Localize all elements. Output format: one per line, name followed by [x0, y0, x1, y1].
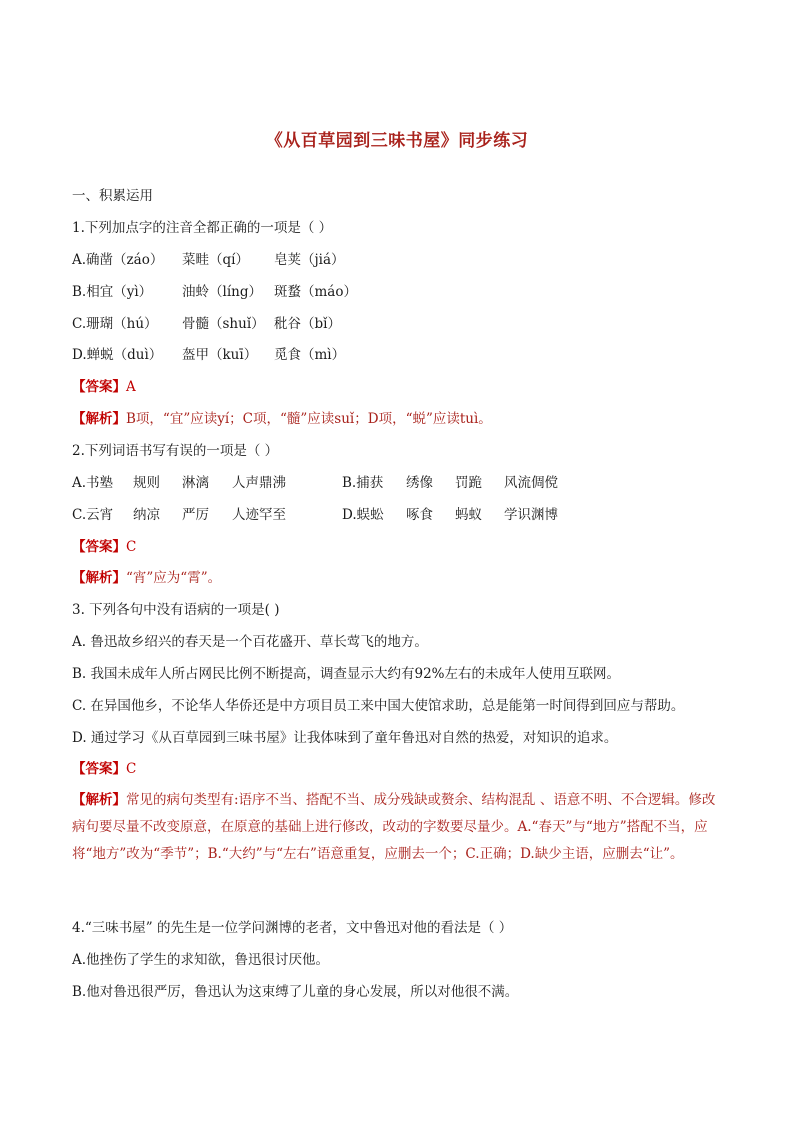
analysis-label: 【解析】	[72, 570, 126, 586]
q2-c-1: C.云宵	[72, 507, 114, 523]
q1-b-3: 斑蝥（máo）	[274, 284, 357, 300]
q3-option-a: A. 鲁迅故乡绍兴的春天是一个百花盛开、草长莺飞的地方。	[72, 634, 428, 650]
q1-c-2: 骨髓（shuǐ）	[182, 316, 265, 332]
q2-analysis	[72, 569, 221, 587]
q1-a-1: A.确凿（záo）	[72, 252, 164, 268]
q2-d-3: 蚂蚁	[455, 507, 482, 523]
answer-label: 【答案】	[72, 539, 126, 555]
q4-stem: 4.“三味书屋” 的先生是一位学问渊博的老者，文中鲁迅对他的看法是（ ）	[72, 920, 513, 936]
q1-stem: 1.下列加点字的注音全都正确的一项是（ ）	[72, 220, 333, 236]
q1-b-2: 油蛉（líng）	[182, 284, 262, 300]
analysis-text: B项，“宜”应读yí；C项，“髓”应读suǐ；D项，“蜕”应读tuì。	[126, 411, 492, 427]
q1-d-1: D.蝉蜕（duì）	[72, 347, 163, 363]
q2-b-2: 绣像	[406, 475, 433, 491]
q3-option-b: B. 我国未成年人所占网民比例不断提高，调查显示大约有92%左右的未成年人使用互联网。	[72, 666, 621, 682]
answer-label: 【答案】	[72, 761, 126, 777]
q2-a-2: 规则	[133, 475, 160, 491]
q3-option-c: C. 在异国他乡，不论华人华侨还是中方项目员工来中国大使馆求助，总是能第一时间得到回应与帮助。	[72, 698, 685, 714]
q1-a-3: 皂荚（jiá）	[274, 252, 345, 268]
q2-b-3: 罚跪	[455, 475, 482, 491]
q1-b-1: B.相宜（yì）	[72, 284, 153, 300]
page-title: 《从百草园到三味书屋》同步练习	[265, 131, 529, 151]
q2-c-3: 严厉	[182, 507, 209, 523]
q1-d-3: 觅食（mì）	[274, 347, 346, 363]
q1-answer	[72, 378, 136, 396]
q3-option-d: D. 通过学习《从百草园到三味书屋》让我体味到了童年鲁迅对自然的热爱，对知识的追求。	[72, 730, 618, 746]
q1-option-d	[72, 346, 345, 364]
q4-option-a: A.他挫伤了学生的求知欲，鲁迅很讨厌他。	[72, 952, 330, 968]
analysis-label: 【解析】	[72, 411, 126, 427]
q1-analysis	[72, 410, 492, 428]
q1-d-2: 盔甲（kuī）	[182, 347, 258, 363]
q1-c-1: C.珊瑚（hú）	[72, 316, 158, 332]
q1-a-2: 菜畦（qí）	[182, 252, 249, 268]
q2-d-1: D.蜈蚣	[342, 507, 384, 523]
q1-option-c	[72, 315, 341, 333]
answer-label: 【答案】	[72, 379, 126, 395]
answer-value: C	[126, 761, 137, 777]
q3-answer	[72, 760, 136, 778]
q2-options-row-1	[72, 474, 558, 492]
q3-analysis	[72, 787, 722, 868]
answer-value: C	[126, 539, 137, 555]
section-heading: 一、积累运用	[72, 188, 153, 204]
q1-option-b	[72, 283, 357, 301]
q2-stem: 2.下列词语书写有误的一项是（ ）	[72, 443, 279, 459]
q2-d-2: 啄食	[406, 507, 433, 523]
q3-stem: 3. 下列各句中没有语病的一项是( )	[72, 602, 280, 618]
answer-value: A	[126, 379, 136, 395]
q2-c-2: 纳凉	[133, 507, 160, 523]
q2-answer	[72, 538, 136, 556]
q1-c-3: 秕谷（bǐ）	[274, 316, 341, 332]
q2-options-row-2	[72, 506, 558, 524]
q2-a-1: A.书塾	[72, 475, 114, 491]
q2-b-4: 风流倜傥	[504, 475, 558, 491]
q4-option-b: B.他对鲁迅很严厉，鲁迅认为这束缚了儿童的身心发展，所以对他很不满。	[72, 984, 519, 1000]
q2-b-1: B.捕获	[342, 475, 384, 491]
analysis-text: 常见的病句类型有:语序不当、搭配不当、成分残缺或赘余、结构混乱 、语意不明、不合逻辑。修改病句要尽量不改变原意，在原意的基础上进行修改，改动的字数要尽量少。A.“春天”与“地方”搭配不当，应将“地方”改为“季节”；B.“大约”与“左右”语意重复，应删去一个；C.正确；D.缺少主语，应删去“让”。	[72, 792, 716, 862]
q2-c-4: 人迹罕至	[232, 507, 286, 523]
q2-a-4: 人声鼎沸	[232, 475, 286, 491]
analysis-label: 【解析】	[72, 792, 126, 808]
q2-a-3: 淋漓	[182, 475, 209, 491]
analysis-text: “宵”应为“霄”。	[126, 570, 222, 586]
q2-d-4: 学识渊博	[504, 507, 558, 523]
q1-option-a	[72, 251, 345, 269]
